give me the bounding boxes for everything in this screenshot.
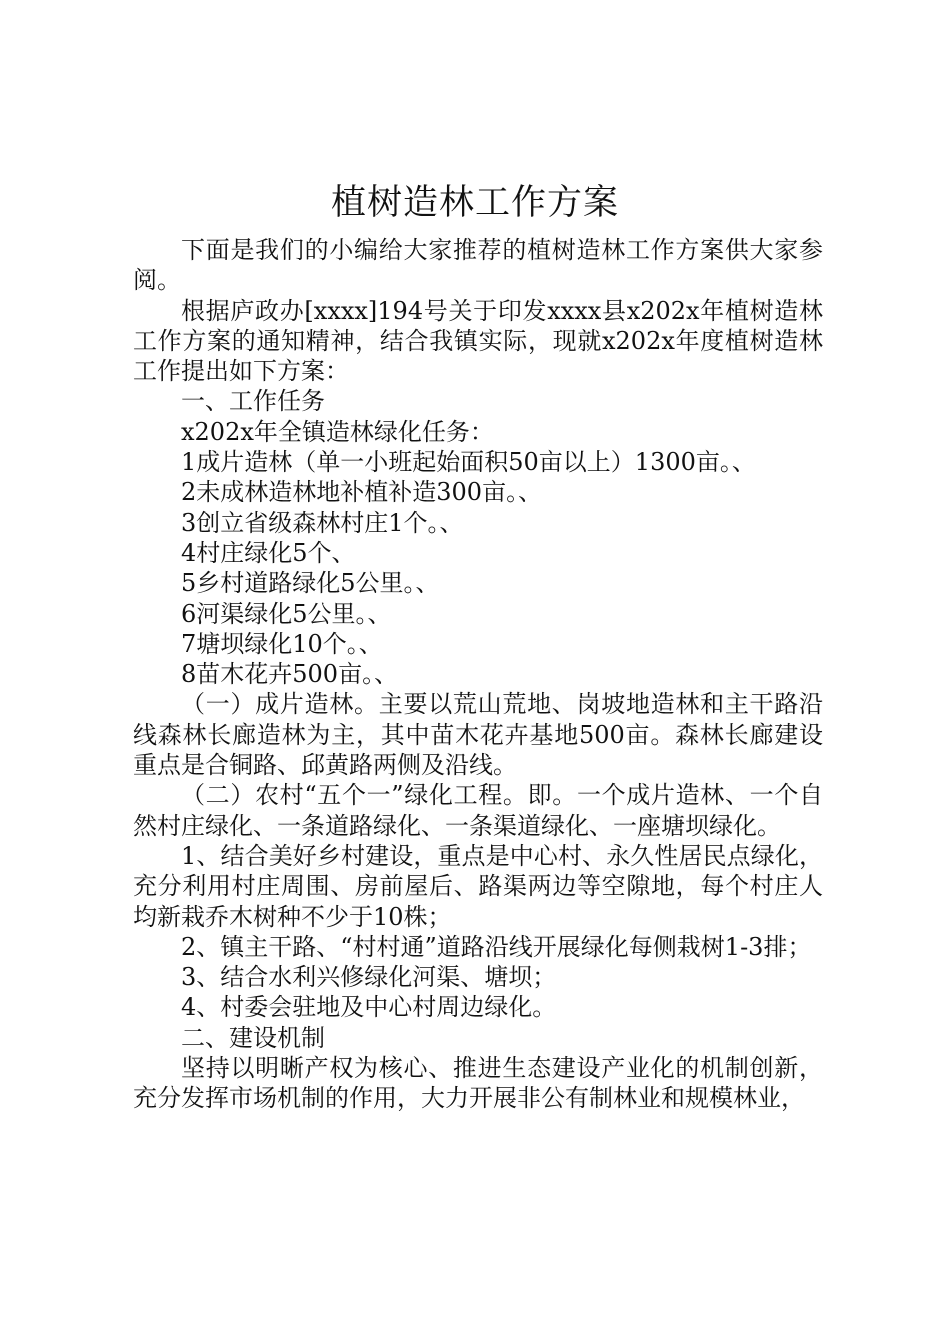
paragraph: x202x年全镇造林绿化任务：	[181, 417, 494, 446]
list-item: 3创立省级森林村庄1个。、	[181, 508, 464, 537]
list-item: 7塘坝绿化10个。、	[181, 629, 383, 658]
list-item: 5乡村道路绿化5公里。、	[181, 569, 440, 598]
paragraph: 根据庐政办[xxxx]194号关于印发xxxx县x202x年植树造林工作方案的通知精神，结合我镇实际，现就x202x年度植树造林工作提出如下方案：	[133, 296, 823, 386]
paragraph: 2、镇主干路、“村村通”道路沿线开展绿化每侧栽树1-3排；	[181, 932, 812, 961]
paragraph: 3、结合水利兴修绿化河渠、塘坝；	[181, 963, 557, 992]
list-item: 8苗木花卉500亩。、	[181, 660, 399, 689]
document-title: 植树造林工作方案	[330, 183, 619, 223]
paragraph: 1、结合美好乡村建设，重点是中心村、永久性居民点绿化，充分利用村庄周围、房前屋后、路渠两边等空隙地，每个村庄人均新栽乔木树种不少于10株；	[133, 841, 823, 931]
document-body	[133, 235, 823, 1114]
list-item: 6河渠绿化5公里。、	[181, 599, 392, 628]
paragraph: 4、村委会驻地及中心村周边绿化。	[181, 993, 557, 1022]
section-heading: 二、建设机制	[181, 1023, 325, 1052]
paragraph: （一）成片造林。主要以荒山荒地、岗坡地造林和主干路沿线森林长廊造林为主，其中苗木花卉基地500亩。森林长廊建设重点是合铜路、邱黄路两侧及沿线。	[133, 690, 823, 780]
list-item: 4村庄绿化5个、	[181, 538, 356, 567]
section-heading: 一、工作任务	[181, 387, 325, 416]
paragraph: 下面是我们的小编给大家推荐的植树造林工作方案供大家参阅。	[133, 236, 823, 295]
list-item: 2未成林造林地补植补造300亩。、	[181, 478, 543, 507]
paragraph: 坚持以明晰产权为核心、推进生态建设产业化的机制创新，充分发挥市场机制的作用，大力开展非公有制林业和规模林业，	[133, 1054, 823, 1113]
paragraph: （二）农村“五个一”绿化工程。即。一个成片造林、一个自然村庄绿化、一条道路绿化、一条渠道绿化、一座塘坝绿化。	[133, 781, 823, 840]
list-item: 1成片造林（单一小班起始面积50亩以上）1300亩。、	[181, 448, 756, 477]
